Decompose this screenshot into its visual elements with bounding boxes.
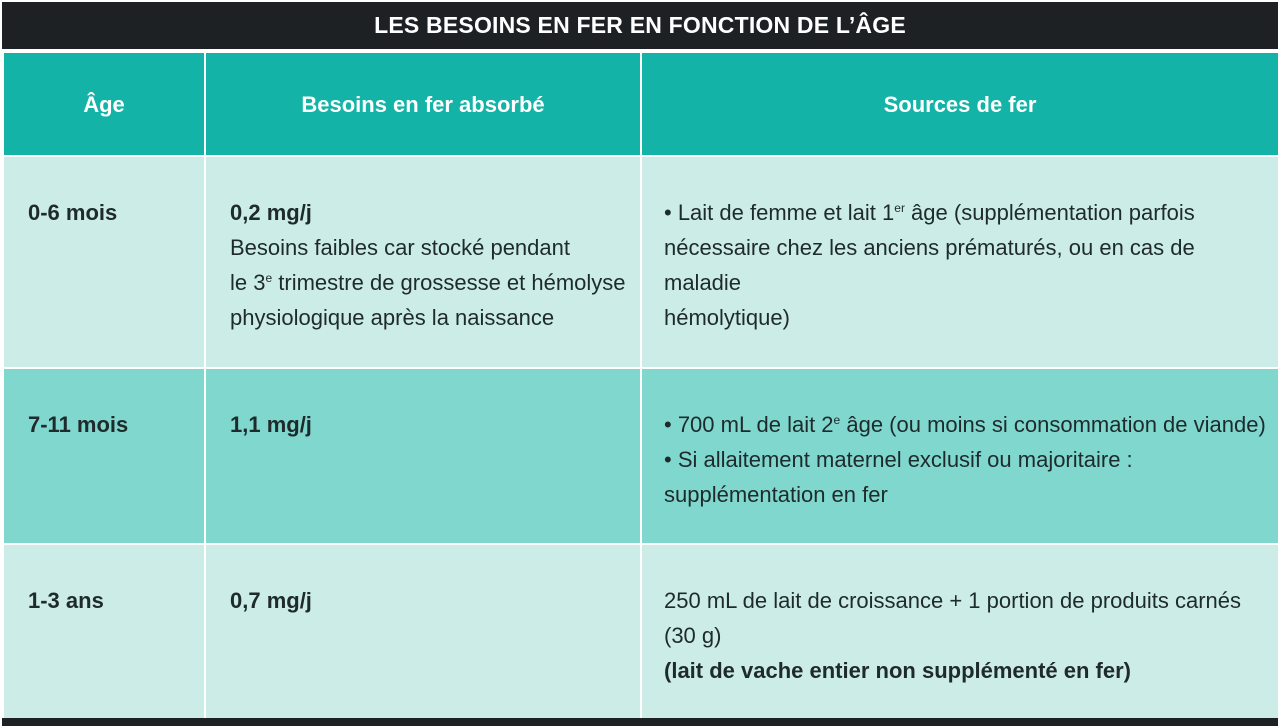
iron-needs-table bbox=[2, 51, 1280, 721]
source-line: (lait de vache entier non supplémenté en fer) bbox=[664, 658, 1131, 683]
age-label: 0-6 mois bbox=[28, 200, 118, 225]
header-row bbox=[3, 52, 1279, 156]
sources-cell bbox=[641, 368, 1279, 544]
table-row bbox=[3, 368, 1279, 544]
source-line: • 700 mL de lait 2e âge (ou moins si consommation de viande) bbox=[664, 412, 1266, 437]
table-row bbox=[3, 544, 1279, 720]
sources-cell bbox=[641, 156, 1279, 368]
source-line: (30 g) bbox=[664, 623, 722, 648]
header-sources: Sources de fer bbox=[641, 52, 1279, 156]
age-label: 1-3 ans bbox=[28, 588, 104, 613]
source-line: 250 mL de lait de croissance + 1 portion de produits carnés bbox=[664, 588, 1242, 613]
needs-value: 0,7 mg/j bbox=[230, 588, 312, 613]
age-cell bbox=[3, 544, 205, 720]
table-row bbox=[3, 156, 1279, 368]
needs-value: 0,2 mg/j bbox=[230, 200, 312, 225]
source-line: hémolytique) bbox=[664, 305, 790, 330]
needs-note-line: physiologique après la naissance bbox=[230, 305, 555, 330]
needs-cell bbox=[205, 368, 641, 544]
source-line: supplémentation en fer bbox=[664, 482, 888, 507]
source-line: • Si allaitement maternel exclusif ou majoritaire : bbox=[664, 447, 1133, 472]
age-label: 7-11 mois bbox=[28, 412, 129, 437]
source-line: nécessaire chez les anciens prématurés, ou en cas de maladie bbox=[664, 235, 1195, 295]
needs-cell bbox=[205, 156, 641, 368]
header-needs: Besoins en fer absorbé bbox=[205, 52, 641, 156]
needs-value: 1,1 mg/j bbox=[230, 412, 312, 437]
header-age: Âge bbox=[3, 52, 205, 156]
age-cell bbox=[3, 156, 205, 368]
bottom-rule bbox=[2, 718, 1278, 726]
needs-note-line: Besoins faibles car stocké pendant bbox=[230, 235, 570, 260]
table-title: LES BESOINS EN FER EN FONCTION DE L’ÂGE bbox=[2, 2, 1278, 49]
needs-note-line: le 3e trimestre de grossesse et hémolyse bbox=[230, 270, 626, 295]
sources-cell bbox=[641, 544, 1279, 720]
source-line: • Lait de femme et lait 1er âge (supplémentation parfois bbox=[664, 200, 1195, 225]
age-cell bbox=[3, 368, 205, 544]
needs-cell bbox=[205, 544, 641, 720]
